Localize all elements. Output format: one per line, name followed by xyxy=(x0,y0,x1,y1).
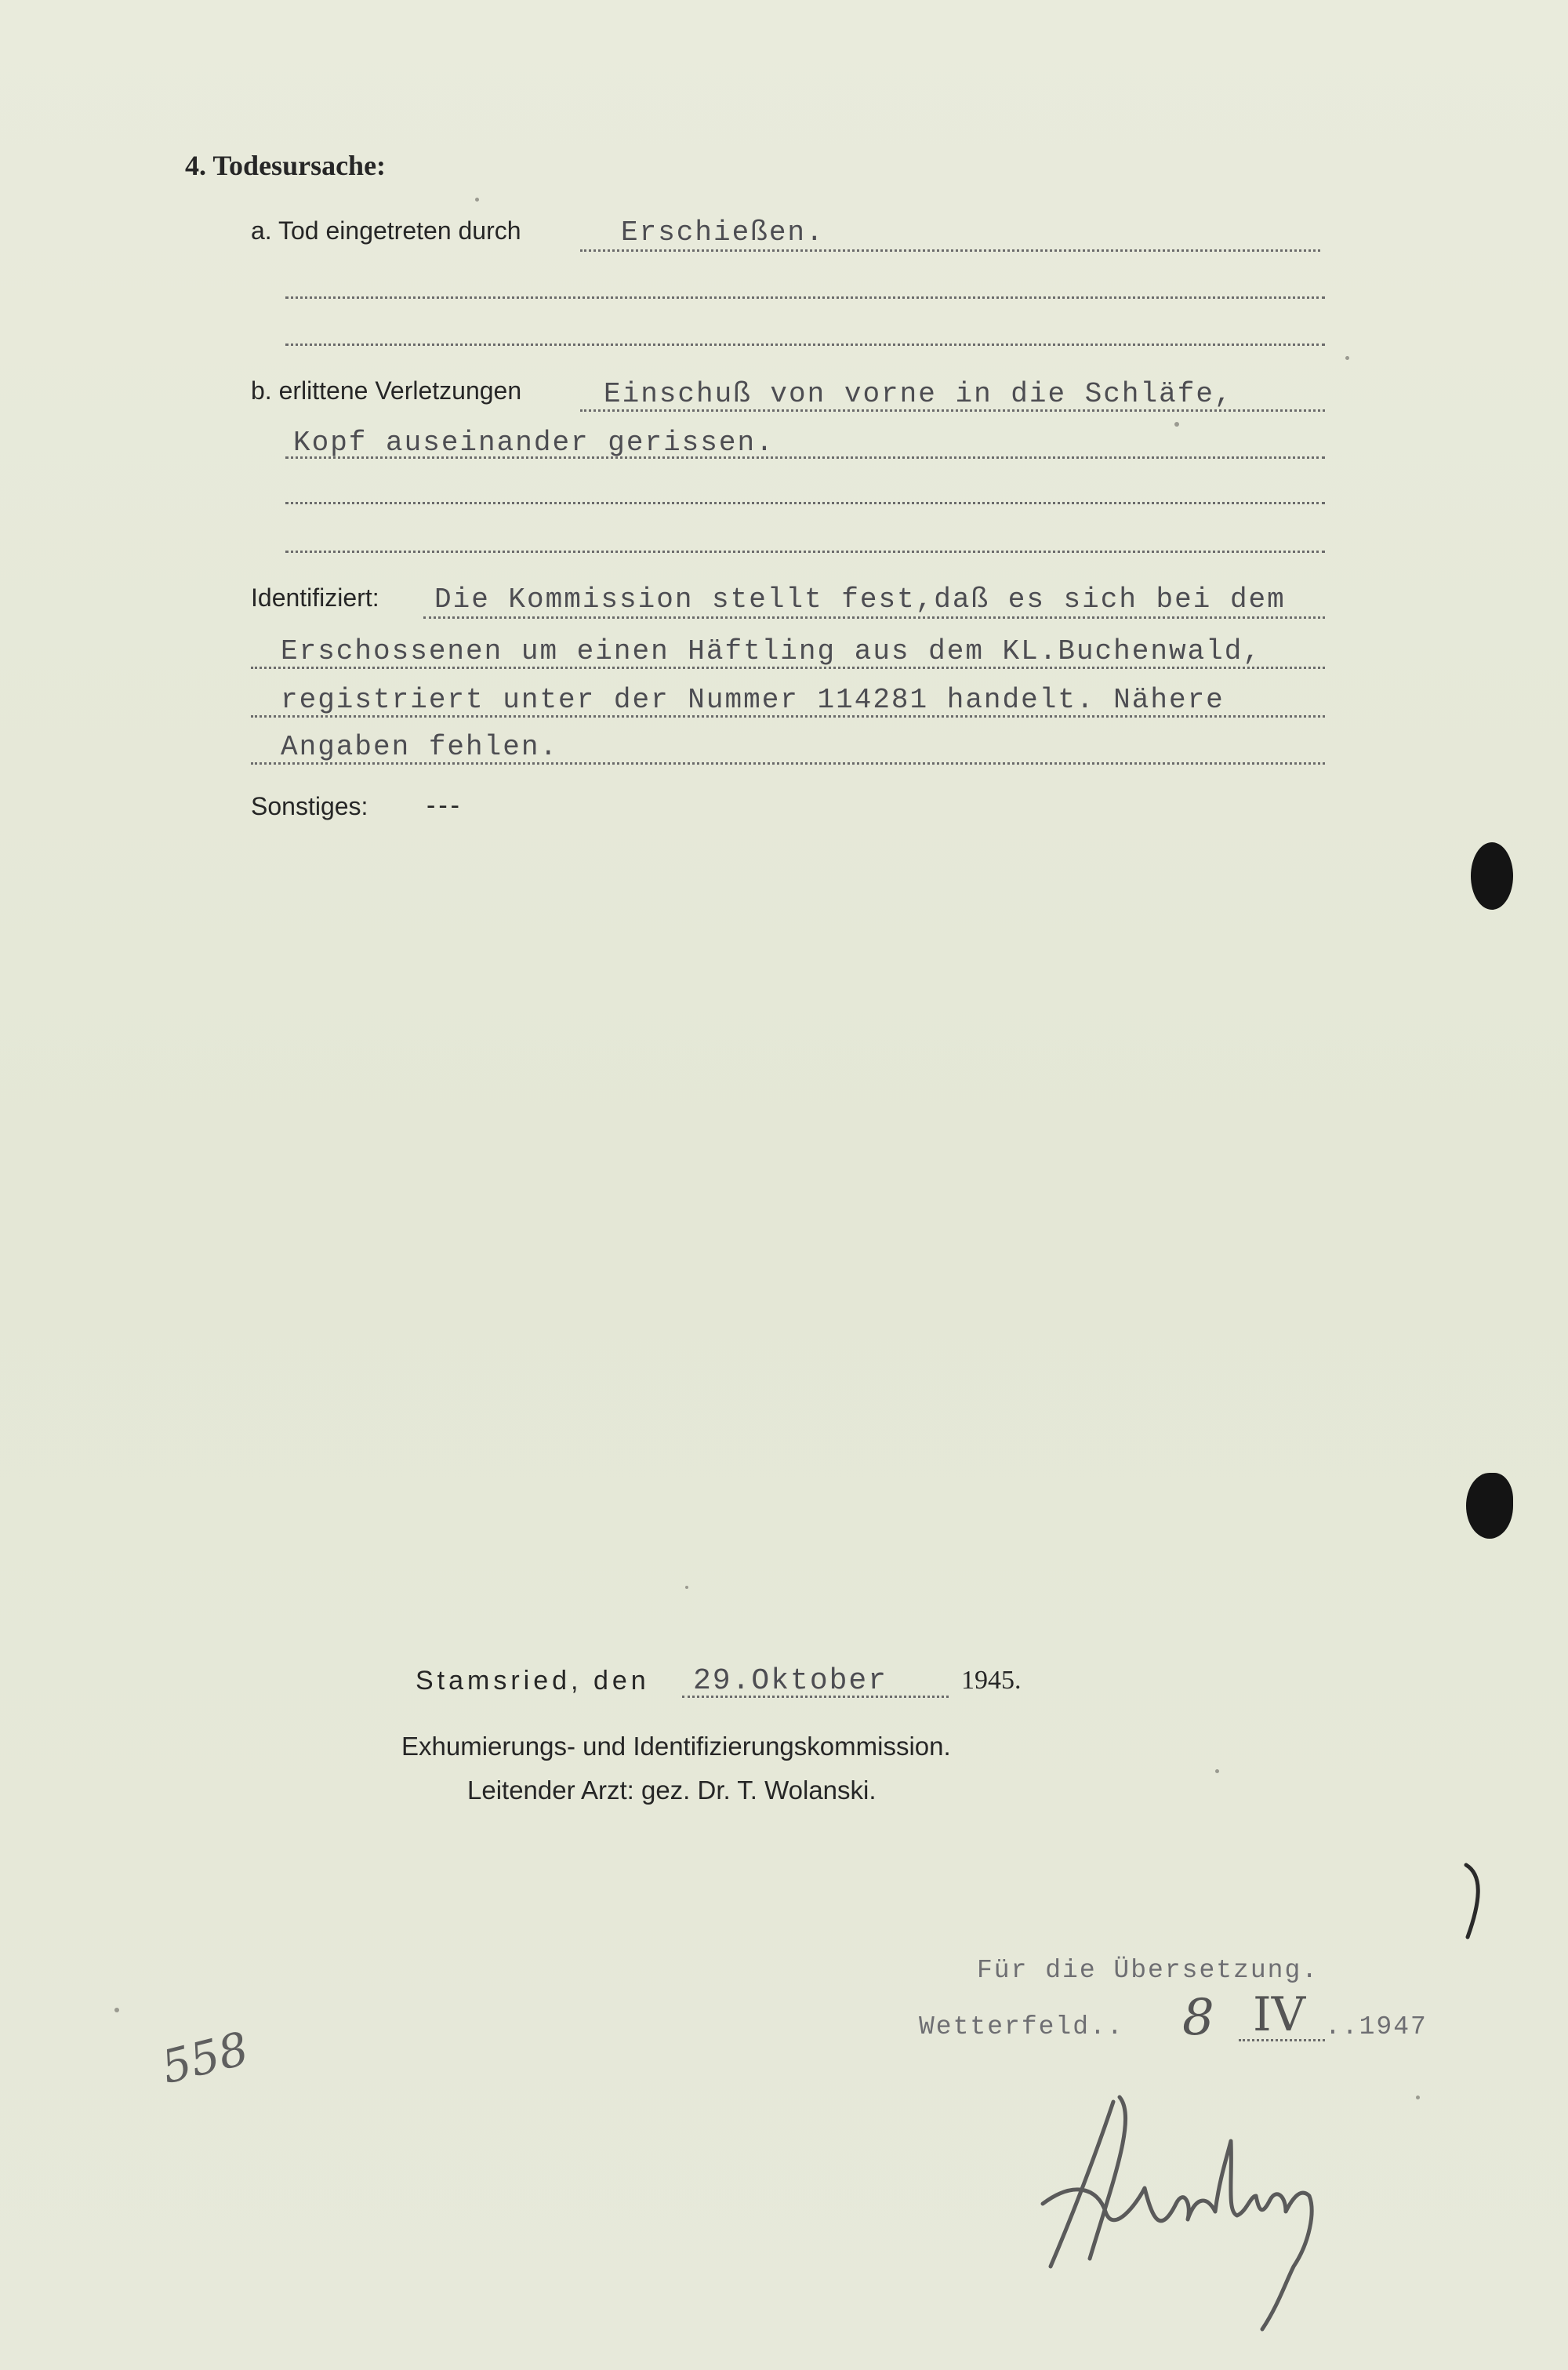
margin-bracket-mark xyxy=(1450,1859,1497,1953)
date-dotted-line xyxy=(682,1696,949,1698)
injuries-line-1: Einschuß von vorne in die Schläfe, xyxy=(604,378,1233,410)
identified-dotted-line-1 xyxy=(423,616,1325,619)
translation-year: ..1947 xyxy=(1325,2012,1428,2041)
document-date: 29.Oktober xyxy=(693,1664,888,1698)
identified-line-3: registriert unter der Nummer 114281 handelt. Nähere xyxy=(281,684,1225,716)
translation-month: IV xyxy=(1253,1987,1306,2042)
cause-dotted-line-2 xyxy=(285,296,1325,299)
identified-dotted-line-2 xyxy=(251,667,1325,669)
identified-line-1: Die Kommission stellt fest,daß es sich bei dem xyxy=(434,583,1286,616)
injuries-dotted-line-3 xyxy=(285,502,1325,504)
injuries-dotted-line-4 xyxy=(285,551,1325,553)
identified-line-2: Erschossenen um einen Häftling aus dem KL.Buchenwald, xyxy=(281,635,1261,667)
punch-hole-upper xyxy=(1471,842,1513,910)
injuries-label: b. erlittene Verletzungen xyxy=(251,376,522,405)
document-year: 1945. xyxy=(961,1666,1022,1695)
translation-note: Für die Übersetzung. xyxy=(977,1956,1319,1985)
paper-speck xyxy=(1345,356,1349,360)
injuries-dotted-line-1 xyxy=(580,409,1325,412)
paper-speck xyxy=(685,1586,688,1589)
punch-hole-lower xyxy=(1466,1473,1513,1539)
injuries-line-2: Kopf auseinander gerissen. xyxy=(293,427,775,459)
paper-speck xyxy=(1174,422,1179,427)
paper-speck xyxy=(1215,1769,1219,1773)
lead-doctor: Leitender Arzt: gez. Dr. T. Wolanski. xyxy=(467,1776,877,1805)
other-label: Sonstiges: xyxy=(251,792,368,820)
translation-day: 8 xyxy=(1182,1989,1214,2047)
commission-name: Exhumierungs- und Identifizierungskommission. xyxy=(401,1732,951,1761)
translation-month-line xyxy=(1239,2039,1325,2041)
place-label: Stamsried, den xyxy=(416,1666,650,1696)
paper-speck xyxy=(114,2008,119,2012)
translation-place: Wetterfeld.. xyxy=(919,2012,1124,2041)
cause-dotted-line xyxy=(580,249,1320,252)
section-heading: 4. Todesursache: xyxy=(185,150,387,181)
handwritten-signature xyxy=(1027,2086,1341,2337)
identified-label: Identifiziert: xyxy=(251,583,379,612)
other-value: --- xyxy=(426,791,463,820)
margin-note-number: 558 xyxy=(156,2021,254,2095)
paper-speck xyxy=(1416,2096,1420,2099)
identified-dotted-line-3 xyxy=(251,715,1325,718)
identified-dotted-line-4 xyxy=(251,762,1325,765)
identified-line-4: Angaben fehlen. xyxy=(281,731,559,763)
cause-value: Erschießen. xyxy=(621,216,825,249)
paper-speck xyxy=(475,198,479,202)
injuries-dotted-line-2 xyxy=(285,456,1325,459)
cause-label: a. Tod eingetreten durch xyxy=(251,216,521,245)
cause-dotted-line-3 xyxy=(285,344,1325,346)
